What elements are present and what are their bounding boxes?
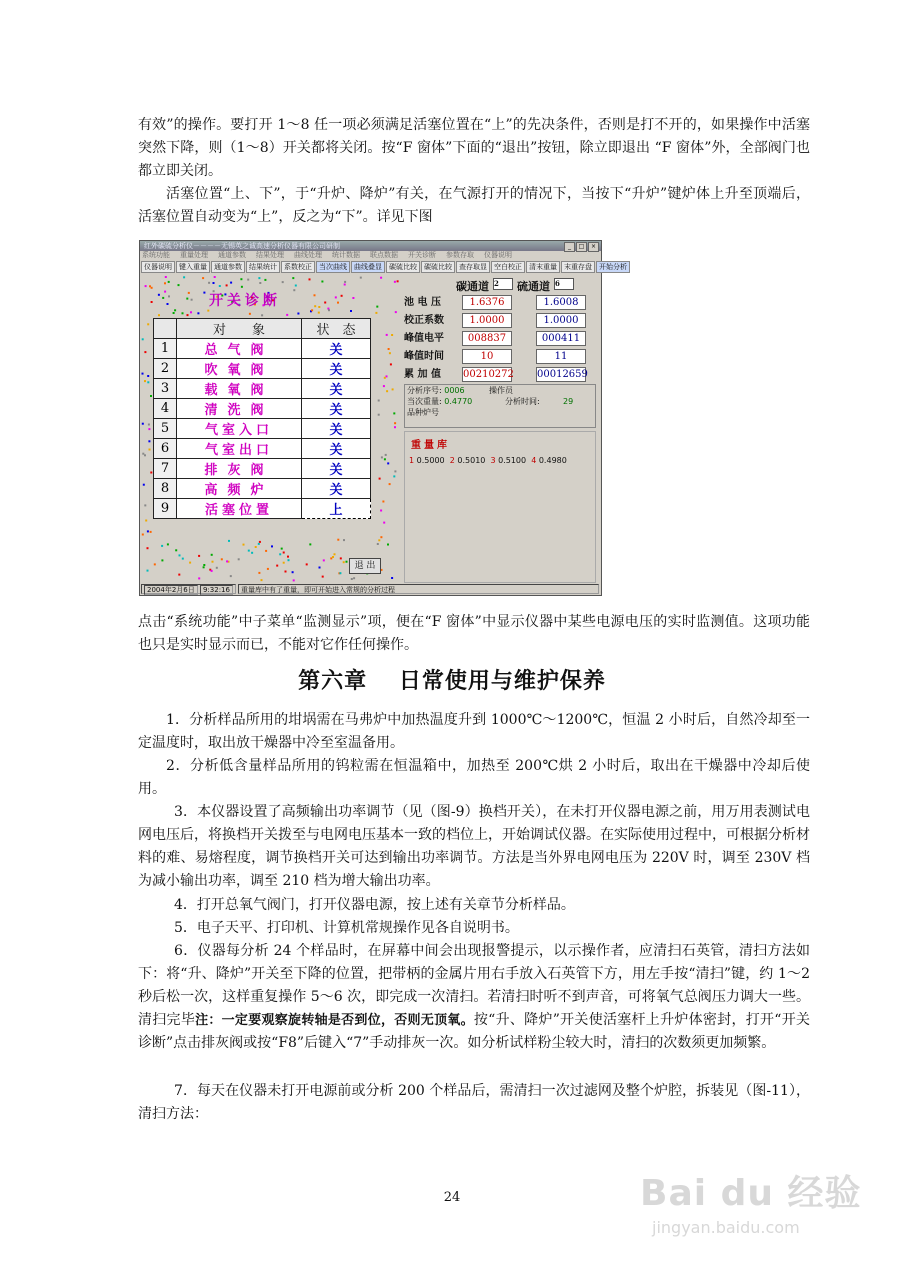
value-label: 峰值电平 xyxy=(404,333,444,344)
carbon-channel-select[interactable]: 2 xyxy=(493,278,513,290)
row-num: 4 xyxy=(154,399,177,419)
toolbar-button[interactable]: 空白校正 xyxy=(491,261,525,273)
carbon-value: 1.6376 xyxy=(462,295,512,310)
row-state[interactable]: 关 xyxy=(302,339,371,359)
status-bar xyxy=(141,584,599,594)
row-object: 清洗阀 xyxy=(177,399,302,419)
weight-library-title: 重量库 xyxy=(411,440,450,451)
time-label: 分析时间: xyxy=(505,397,540,406)
row-object: 气室入口 xyxy=(177,419,302,439)
weight-value: 0.4980 xyxy=(538,456,567,465)
row-num: 3 xyxy=(154,379,177,399)
sulfur-value: 1.6008 xyxy=(536,295,586,310)
row-num: 5 xyxy=(154,419,177,439)
weight-value: 0.4770 xyxy=(444,397,473,406)
toolbar-button[interactable]: 碳硫比较 xyxy=(421,261,455,273)
page-number: 24 xyxy=(443,1190,461,1205)
carbon-value: 008837 xyxy=(462,331,512,346)
time-value: 29 xyxy=(563,397,574,406)
table-row[interactable] xyxy=(154,439,371,459)
minimize-icon[interactable]: _ xyxy=(564,242,575,252)
sulfur-channel-select[interactable]: 6 xyxy=(554,278,574,290)
menu-bar xyxy=(140,251,601,260)
menu-item[interactable]: 仪器说明 xyxy=(484,251,512,259)
grade-label: 品种炉号 xyxy=(407,408,439,417)
weight-list xyxy=(409,456,567,465)
app-window-screenshot xyxy=(139,240,627,596)
weight-index: 4 xyxy=(531,456,537,465)
paragraph-3: 点击“系统功能”中子菜单“监测显示”项，便在“F 窗体”中显示仪器中某些电源电压的实时监测值。这项功能也只是实时显示而已，不能对它作任何操作。 xyxy=(138,614,810,653)
item6-text-a: 6．仪器每分析 24 个样品时，在屏幕中间会出现报警提示，以示操作者，应清扫石英管，清扫方法如下：将“升、降炉”开关至下降的位置，把带柄的金属片用右手放入石英管下方，用左手按“清扫”键，约 1～2 秒后松一次，这样重复操作 5～6 次，即完成一次清扫。若清扫时听不到声音，可将氧气总阀压力调大一些。清扫完毕 xyxy=(138,943,810,1028)
sulfur-value: 000411 xyxy=(536,331,586,346)
watermark-brand: Bai du 经验 xyxy=(640,1173,862,1214)
table-row[interactable] xyxy=(154,379,371,399)
value-row xyxy=(402,330,598,347)
toolbar-button[interactable]: 末重存盘 xyxy=(561,261,595,273)
row-state[interactable]: 关 xyxy=(302,359,371,379)
list-item-3: 3．本仪器设置了高频输出功率调节（见（图-9）换档开关），在未打开仪器电源之前，用万用表测试电网电压后，将换档开关拨至与电网电压基本一致的档位上，开始调试仪器。在实际使用过程中，可根据分析材料的难、易熔程度，调节换档开关可达到输出功率调节。方法是当外界电网电压为 220V 时，调至 230V 档为减小输出功率，调至 210 档为增大输出功率。 xyxy=(138,804,810,889)
value-label: 池 电 压 xyxy=(404,297,441,308)
toolbar-button[interactable]: 结果统计 xyxy=(246,261,280,273)
menu-item[interactable]: 系统功能 xyxy=(142,251,170,259)
operator-label: 操作员 xyxy=(489,386,513,395)
row-state[interactable]: 上 xyxy=(302,499,371,519)
row-num: 2 xyxy=(154,359,177,379)
row-state[interactable]: 关 xyxy=(302,439,371,459)
status-message: 重量库中有了重量，即可开始进入常规的分析过程 xyxy=(238,584,599,594)
row-num: 7 xyxy=(154,459,177,479)
row-object: 载氧阀 xyxy=(177,379,302,399)
item6-note-bold: 注：一定要观察旋转轴是否到位，否则无顶氧。 xyxy=(195,1013,474,1028)
toolbar-button[interactable]: 碳硫比较 xyxy=(386,261,420,273)
value-row xyxy=(402,348,598,365)
row-object: 气室出口 xyxy=(177,439,302,459)
value-row xyxy=(402,312,598,329)
table-row[interactable] xyxy=(154,359,371,379)
baidu-watermark xyxy=(640,1165,890,1265)
sulfur-value: 00012659 xyxy=(537,369,588,380)
sulfur-value: 1.0000 xyxy=(536,313,586,328)
row-num: 8 xyxy=(154,479,177,499)
list-item-2: 2．分析低含量样品所用的钨粒需在恒温箱中，加热至 200℃烘 2 小时后，取出在干燥器中冷却后使用。 xyxy=(138,758,810,797)
seq-label: 分析序号: xyxy=(407,386,442,395)
row-num: 9 xyxy=(154,499,177,519)
menu-item[interactable]: 参数存取 xyxy=(446,251,474,259)
paragraph-2: 活塞位置“上、下”，于“升炉、降炉”有关，在气源打开的情况下，当按下“升炉”键炉体上升至顶端后，活塞位置自动变为“上”，反之为“下”。详见下图 xyxy=(138,186,810,225)
list-item-5: 5．电子天平、打印机、计算机常规操作见各自说明书。 xyxy=(174,920,519,936)
menu-item[interactable]: 重量处理 xyxy=(180,251,208,259)
analysis-info-box xyxy=(404,384,596,428)
list-item-7: 7．每天在仪器未打开电源前或分析 200 个样品后，需清扫一次过滤网及整个炉腔，拆装见（图-11），清扫方法： xyxy=(138,1083,810,1122)
toolbar-button[interactable]: 开始分析 xyxy=(596,261,630,273)
menu-item[interactable]: 曲线处理 xyxy=(294,251,322,259)
weight-index: 2 xyxy=(449,456,455,465)
list-item-1: 1．分析样品所用的坩埚需在马弗炉中加热温度升到 1000℃～1200℃，恒温 2 小时后，自然冷却至一定温度时，取出放干燥器中冷至室温备用。 xyxy=(138,712,810,751)
exit-button[interactable]: 退 出 xyxy=(349,558,381,574)
carbon-channel-label: 碳通道 xyxy=(456,280,489,293)
row-object: 吹氧阀 xyxy=(177,359,302,379)
value-row xyxy=(402,294,598,311)
row-num: 6 xyxy=(154,439,177,459)
menu-item[interactable]: 开关诊断 xyxy=(408,251,436,259)
menu-item[interactable]: 通道参数 xyxy=(218,251,246,259)
watermark-url: jingyan.baidu.com xyxy=(652,1218,800,1237)
row-state[interactable]: 关 xyxy=(302,419,371,439)
weight-library-box xyxy=(404,431,596,583)
row-state[interactable]: 关 xyxy=(302,399,371,419)
list-item-4: 4．打开总氧气阀门，打开仪器电源，按上述有关章节分析样品。 xyxy=(174,897,575,913)
row-object: 高频炉 xyxy=(177,479,302,499)
seq-value: 0006 xyxy=(444,386,465,395)
carbon-value: 10 xyxy=(462,349,512,364)
item6-text-b: 按“升、降炉”开关使活塞杆上升炉体密封，打开“开关诊断”点击排灰阀或按“F8”后键入“7”手动排灰一次。如分析试样粉尘较大时，清扫的次数须更加频繁。 xyxy=(138,1012,810,1051)
table-row[interactable] xyxy=(154,399,371,419)
weight-value: 0.5100 xyxy=(498,456,527,465)
diagnosis-title: 开关诊断 xyxy=(209,293,281,309)
toolbar-button[interactable]: 清末重量 xyxy=(526,261,560,273)
row-object: 活塞位置 xyxy=(177,499,302,519)
list-item-6 xyxy=(138,940,810,1055)
window-titlebar xyxy=(140,241,601,251)
switch-table xyxy=(153,318,371,519)
row-object: 排灰阀 xyxy=(177,459,302,479)
measurement-panel xyxy=(402,276,598,584)
weight-label: 当次重量: xyxy=(407,397,442,406)
toolbar-button[interactable]: 当次曲线 xyxy=(316,261,350,273)
sulfur-channel-label: 硫通道 xyxy=(517,280,550,293)
row-state[interactable]: 关 xyxy=(302,459,371,479)
weight-value: 0.5010 xyxy=(457,456,486,465)
toolbar-button[interactable]: 通道参数 xyxy=(211,261,245,273)
toolbar-button[interactable]: 仪器说明 xyxy=(141,261,175,273)
col-num xyxy=(154,319,177,339)
carbon-value: 00210272 xyxy=(463,369,514,380)
toolbar-button[interactable]: 查存取显 xyxy=(456,261,490,273)
weight-index: 1 xyxy=(409,456,415,465)
maximize-icon[interactable]: □ xyxy=(576,242,587,252)
row-num: 1 xyxy=(154,339,177,359)
switch-diagnosis-panel xyxy=(141,276,399,584)
status-time: 9:32:16 xyxy=(200,585,233,595)
status-date: 2004年2月6日 xyxy=(144,585,198,595)
toolbar xyxy=(140,260,627,274)
weight-value: 0.5000 xyxy=(416,456,445,465)
value-row xyxy=(402,366,598,383)
menu-item[interactable]: 结果处理 xyxy=(256,251,284,259)
sulfur-value: 11 xyxy=(536,349,586,364)
value-label: 累 加 值 xyxy=(404,369,441,380)
value-label: 校正系数 xyxy=(404,315,444,326)
table-header-row xyxy=(154,319,371,339)
toolbar-button[interactable]: 系数校正 xyxy=(281,261,315,273)
col-state: 状 态 xyxy=(302,319,371,339)
table-row[interactable] xyxy=(154,339,371,359)
carbon-value: 1.0000 xyxy=(462,313,512,328)
table-row[interactable] xyxy=(154,479,371,499)
row-object: 总气阀 xyxy=(177,339,302,359)
row-state[interactable]: 关 xyxy=(302,479,371,499)
col-object: 对 象 xyxy=(177,319,302,339)
close-icon[interactable]: × xyxy=(588,242,599,252)
chapter-title: 第六章 日常使用与维护保养 xyxy=(298,669,606,694)
menu-item[interactable]: 统计数据 xyxy=(332,251,360,259)
table-row[interactable] xyxy=(154,419,371,439)
toolbar-button[interactable]: 曲线叠显 xyxy=(351,261,385,273)
toolbar-button[interactable]: 键入重量 xyxy=(176,261,210,273)
menu-item[interactable]: 联点数据 xyxy=(370,251,398,259)
value-label: 峰值时间 xyxy=(404,351,444,362)
table-row[interactable] xyxy=(154,459,371,479)
window-title: 红外碳硫分析仪－－－－无锡英之诚高速分析仪器有限公司研制 xyxy=(144,242,340,250)
weight-index: 3 xyxy=(490,456,496,465)
table-row[interactable] xyxy=(154,499,371,519)
status-datetime xyxy=(141,584,236,594)
row-state[interactable]: 关 xyxy=(302,379,371,399)
paragraph-1: 有效”的操作。要打开 1～8 任一项必须满足活塞位置在“上”的先决条件，否则是打不开的，如果操作中活塞突然下降，则（1～8）开关都将关闭。按“F 窗体”下面的“退出”按钮，除立即退出 “F 窗体”外，全部阀门也都立即关闭。 xyxy=(138,117,810,179)
